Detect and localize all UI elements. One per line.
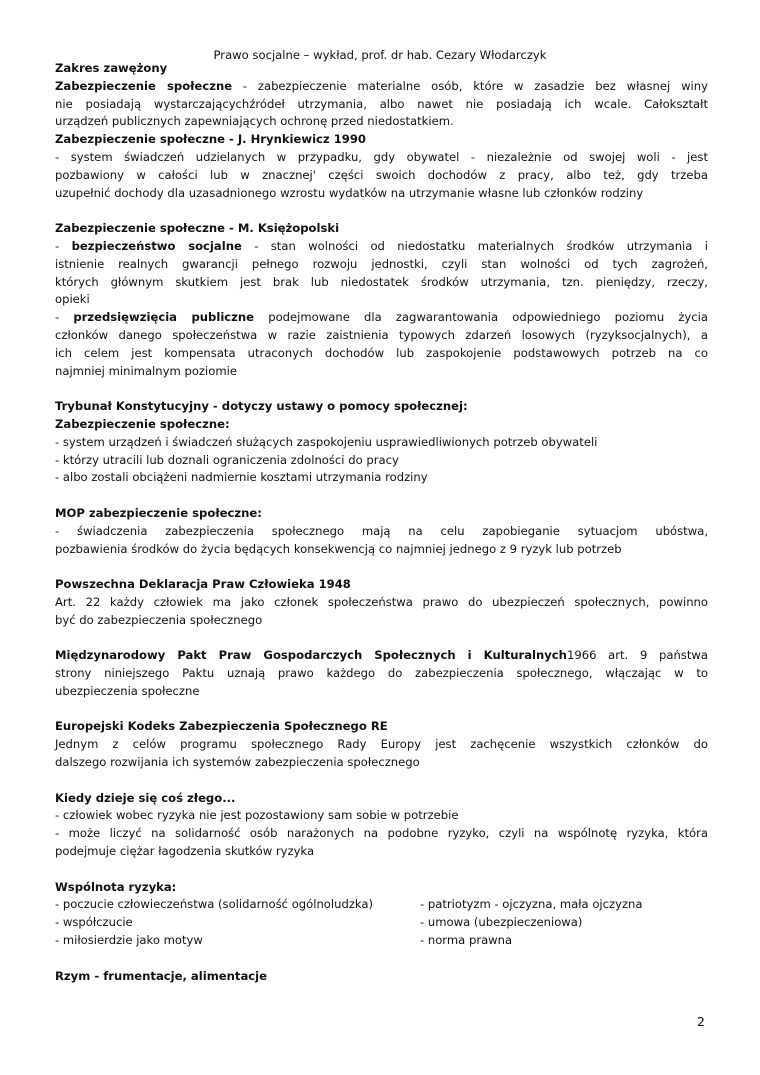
text-line [55, 843, 708, 861]
text-line [55, 541, 708, 559]
text-line [55, 256, 708, 274]
paragraph [55, 238, 708, 309]
text-segment: nie posiadają wystarczającychźródeł utrzymania, albo nawet nie posiadają ich wcale. Całokształt [55, 96, 708, 111]
blank-line [55, 558, 708, 576]
blank-line [55, 487, 708, 505]
paragraph [55, 434, 708, 452]
text-segment: urządzeń publicznych zapewniających ochronę przed niedostatkiem. [55, 114, 454, 129]
blank-line [55, 380, 708, 398]
text-segment: - którzy utracili lub doznali ograniczenia zdolności do pracy [55, 452, 399, 467]
section-heading: Wspólnota ryzyka: [55, 879, 177, 894]
text-segment: pozbawiony w całości lub w znacznej' części swoich dochodów z pracy, albo też, gdy trzeba [55, 167, 708, 182]
text-segment: podejmuje ciężar łagodzenia skutków ryzyka [55, 844, 315, 859]
text-line [55, 327, 708, 345]
bold-term: bezpieczeństwo socjalne [71, 238, 242, 253]
text-segment: uzupełnić dochody dla uzasadnionego wzrostu wydatków na utrzymanie własne lub członków rodziny [55, 185, 644, 200]
text-segment: dalszego rozwijania ich systemów zabezpieczenia społecznego [55, 755, 420, 770]
text-line [55, 274, 708, 292]
blank-line [55, 630, 708, 648]
text-segment: - system świadczeń udzielanych w przypadku, gdy obywatel - niezależnie od swojej woli - jest [55, 149, 708, 164]
text-line [55, 345, 708, 363]
document-body [55, 60, 708, 985]
list-row [55, 896, 708, 914]
paragraph [55, 78, 708, 131]
text-segment: ich celem jest kompensata utraconych dochodów lub zaspokojenie podstawowych potrzeb na co [55, 345, 708, 360]
text-segment: - zabezpieczenie materialne osób, które w zasadzie bez własnej winy [232, 78, 708, 93]
text-segment: opieki [55, 292, 90, 307]
section-heading: Powszechna Deklaracja Praw Człowieka 1948 [55, 577, 351, 592]
text-line [55, 754, 708, 772]
text-line [55, 594, 708, 612]
text-line [55, 469, 708, 487]
text-line [55, 434, 708, 452]
two-column-list [55, 896, 708, 949]
paragraph [55, 149, 708, 202]
text-segment: ubezpieczenia społeczne [55, 683, 200, 698]
list-item: - umowa (ubezpieczeniowa) [420, 915, 583, 930]
text-line [55, 96, 708, 114]
text-line [55, 807, 708, 825]
text-segment: Jednym z celów programu społecznego Rady Europy jest zachęcenie wszystkich członków do [55, 737, 708, 752]
text-line [55, 523, 708, 541]
paragraph [55, 309, 708, 380]
blank-line [55, 202, 708, 220]
section-heading: Trybunał Konstytucyjny - dotyczy ustawy o pomocy społecznej: [55, 399, 468, 414]
text-segment: najmniej minimalnym poziomie [55, 363, 237, 378]
text-segment: członków danego społeczeństwa w razie zaistnienia typowych zdarzeń losowych (ryzyksocjalnych), a [55, 327, 708, 342]
text-segment: - [55, 238, 72, 253]
text-line [55, 149, 708, 167]
list-item: - patriotyzm - ojczyzna, mała ojczyzna [420, 897, 643, 912]
text-segment: istnienie realnych gwarancji pełnego rozwoju jednostki, czyli stan wolności od tych zagrożeń, [55, 256, 708, 271]
section-heading: Zabezpieczenie społeczne: [55, 416, 230, 431]
list-item: - poczucie człowieczeństwa (solidarność ogólnoludzka) [55, 897, 374, 912]
text-line [55, 736, 708, 754]
text-line [55, 612, 708, 630]
text-line [55, 78, 708, 96]
paragraph [55, 469, 708, 487]
text-segment: - człowiek wobec ryzyka nie jest pozostawiony sam sobie w potrzebie [55, 808, 459, 823]
text-segment: - system urządzeń i świadczeń służących zaspokojeniu usprawiedliwionych potrzeb obywateli [55, 434, 598, 449]
text-segment: których głównym skutkiem jest brak lub niedostatek środków utrzymania, tzn. pieniędzy, rzeczy, [55, 274, 708, 289]
text-line [55, 291, 708, 309]
text-segment: - stan wolności od niedostatku materialnych środków utrzymania i [241, 238, 708, 253]
text-line [55, 683, 708, 701]
list-row [55, 932, 708, 950]
page-header: Prawo socjalne – wykład, prof. dr hab. Cezary Włodarczyk [213, 48, 547, 62]
blank-line [55, 701, 708, 719]
paragraph [55, 647, 708, 700]
text-segment: - [55, 310, 74, 325]
list-item: - norma prawna [420, 933, 513, 948]
list-item: - współczucie [55, 915, 133, 930]
text-segment: strony niniejszego Paktu uznają prawo każdego do zabezpieczenia społecznego, włączając w to [55, 666, 708, 681]
section-heading: MOP zabezpieczenie społeczne: [55, 505, 262, 520]
text-line [55, 185, 708, 203]
paragraph [55, 736, 708, 772]
text-segment: Art. 22 każdy człowiek ma jako członek społeczeństwa prawo do ubezpieczeń społecznych, powinno [55, 594, 708, 609]
section-heading: Zabezpieczenie społeczne - M. Księżopolski [55, 221, 340, 236]
text-line [55, 113, 708, 131]
blank-line [55, 950, 708, 968]
paragraph [55, 594, 708, 630]
section-heading: Kiedy dzieje się coś złego... [55, 790, 236, 805]
section-heading: Rzym - frumentacje, alimentacje [55, 968, 267, 983]
paragraph [55, 523, 708, 559]
text-line [55, 825, 708, 843]
paragraph [55, 825, 708, 861]
text-line [55, 363, 708, 381]
section-heading: Zabezpieczenie społeczne - J. Hrynkiewicz 1990 [55, 132, 366, 147]
text-line [55, 309, 708, 327]
text-segment: - może liczyć na solidarność osób narażonych na podobne ryzyko, czyli na wspólnotę ryzyka, która [55, 826, 708, 841]
text-segment: 1966 art. 9 państwa [566, 648, 708, 663]
text-segment: - albo zostali obciążeni nadmiernie kosztami utrzymania rodziny [55, 470, 428, 485]
text-segment: podejmowane dla zagwarantowania odpowiedniego poziomu życia [254, 310, 708, 325]
text-line [55, 665, 708, 683]
bold-term: Zabezpieczenie społeczne [55, 78, 233, 93]
text-segment: - świadczenia zabezpieczenia społecznego mają na celu zapobieganie sytuacjom ubóstwa, [55, 523, 708, 538]
text-line [55, 647, 708, 665]
list-row [55, 914, 708, 932]
section-heading: Europejski Kodeks Zabezpieczenia Społecznego RE [55, 719, 388, 734]
section-heading: Zakres zawężony [55, 61, 168, 75]
text-line [55, 238, 708, 256]
paragraph [55, 452, 708, 470]
bold-term: Międzynarodowy Pakt Praw Gospodarczych Społecznych i Kulturalnych [55, 648, 567, 663]
blank-line [55, 772, 708, 790]
text-segment: pozbawienia środków do życia będących konsekwencją co najmniej jednego z 9 ryzyk lub potrzeb [55, 541, 622, 556]
text-line [55, 452, 708, 470]
bold-term: przedsięwzięcia publiczne [73, 310, 255, 325]
list-item: - miłosierdzie jako motyw [55, 933, 203, 948]
text-line [55, 167, 708, 185]
text-segment: być do zabezpieczenia społecznego [55, 612, 263, 627]
blank-line [55, 861, 708, 879]
paragraph [55, 807, 708, 825]
page-number: 2 [697, 1014, 705, 1029]
